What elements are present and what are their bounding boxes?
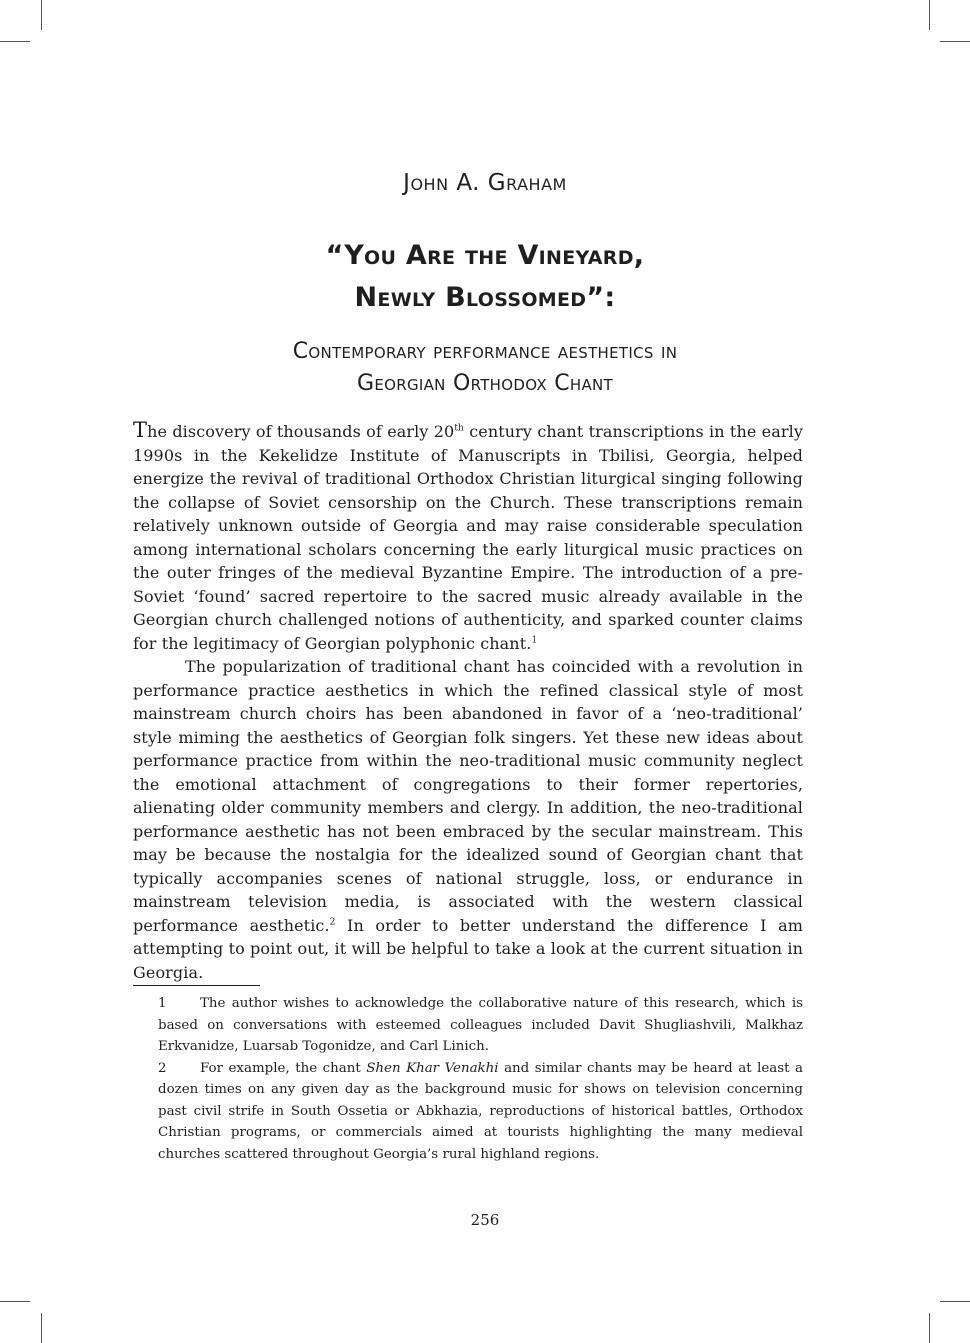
author-name: John A. Graham xyxy=(403,170,567,196)
crop-mark xyxy=(0,41,30,42)
footnote-text-b: and similar chants may be heard at least a dozen times on any given day as the background music for shows on television concerning past civil strife in South Ossetia or Abkhazia, reproductions of historical battles, Orthodox Christian programs, or commercials aimed at tourists highlighting the many medieval churches scattered throughout Georgia’s rural highland regions. xyxy=(158,1060,803,1162)
chant-title: Shen Khar Venakhi xyxy=(366,1060,499,1076)
article-title-line-1: “You Are the Vineyard, xyxy=(325,240,645,271)
drop-cap: T xyxy=(133,418,148,442)
page-number: 256 xyxy=(470,1211,500,1229)
footnotes xyxy=(158,993,803,1165)
footnote-number: 2 xyxy=(158,1060,167,1076)
footnote-2 xyxy=(158,1058,803,1166)
paragraph-1-text-b: century chant transcriptions in the early 1990s in the Kekelidze Institute of Manuscripts in Tbilisi, Georgia, helped energize the revival of traditional Orthodox Christian liturgical singing following the collapse of Soviet censorship on the Church. These transcriptions remain relatively unknown outside of Georgia and may raise considerable speculation among international scholars concerning the early liturgical music practices on the outer fringes of the medieval Byzantine Empire. The introduction of a pre-Soviet ‘found’ sacred repertoire to the sacred music already available in the Georgian church challenged notions of authenticity, and sparked counter claims for the legitimacy of Georgian polyphonic chant. xyxy=(133,422,803,653)
footnote-text-a: For example, the chant xyxy=(200,1060,367,1076)
body-text xyxy=(133,419,803,984)
crop-mark xyxy=(940,41,970,42)
crop-mark xyxy=(41,0,42,30)
footnote-ref-1[interactable]: 1 xyxy=(531,635,538,646)
crop-mark xyxy=(929,1313,930,1343)
footnote-ref-2[interactable]: 2 xyxy=(329,917,336,928)
article-subtitle-line-1: Contemporary performance aesthetics in xyxy=(292,339,678,364)
paragraph-2-text-a: The popularization of traditional chant has coincided with a revolution in performance practice aesthetics in which the refined classical style of most mainstream church choirs has been abandoned in favor of a ‘neo-traditional’ style miming the aesthetics of Georgian folk singers. Yet these new ideas about performance practice from within the neo-traditional music community neglect the emotional attachment of congregations to their former repertories, alienating older community members and clergy. In addition, the neo-traditional performance aesthetic has not been embraced by the secular mainstream. This may be because the nostalgia for the idealized sound of Georgian chant that typically accompanies scenes of national struggle, loss, or endurance in mainstream television media, is associated with the western classical performance aesthetic. xyxy=(133,657,803,935)
crop-mark xyxy=(929,0,930,30)
crop-mark xyxy=(0,1301,30,1302)
footnote-number: 1 xyxy=(158,996,167,1011)
paragraph-1 xyxy=(133,419,803,655)
footnote-text: The author wishes to acknowledge the collaborative nature of this research, which is based on conversations with esteemed colleagues included Davit Shugliashvili, Malkhaz Erkvanidze, Luarsab Togonidze, and Carl Linich. xyxy=(158,996,803,1054)
footnote-1 xyxy=(158,993,803,1058)
article-subtitle-line-2: Georgian Orthodox Chant xyxy=(356,371,614,396)
article-title-line-2: Newly Blossomed”: xyxy=(354,282,616,313)
footnote-rule xyxy=(133,985,260,986)
paragraph-2-text-b: In order to better understand the difference I am attempting to point out, it will be helpful to take a look at the current situation in Georgia. xyxy=(133,915,803,982)
crop-mark xyxy=(41,1313,42,1343)
ordinal-superscript: th xyxy=(454,423,464,434)
paragraph-2 xyxy=(133,655,803,984)
crop-mark xyxy=(940,1301,970,1302)
paragraph-1-text-a: he discovery of thousands of early 20 xyxy=(147,422,455,441)
